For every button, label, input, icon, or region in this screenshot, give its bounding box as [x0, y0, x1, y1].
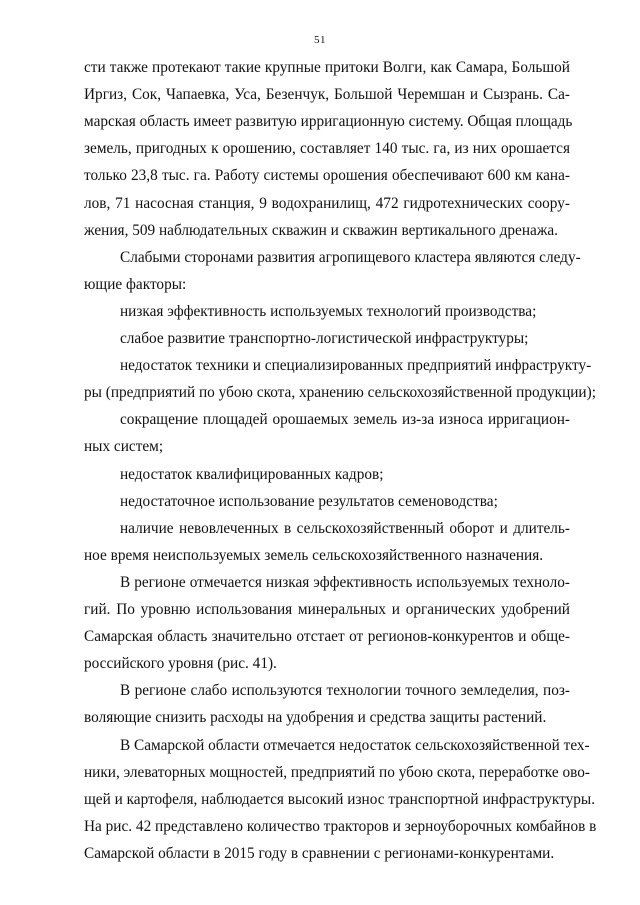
- text-line: гий. По уровню использования минеральных и органических удобрений: [84, 601, 570, 618]
- text-line: ных систем;: [84, 438, 164, 456]
- text-line: воляющие снизить расходы на удобрения и средства защиты растений.: [84, 709, 547, 727]
- text-line: ры (предприятий по убою скота, хранению сельскохозяйственной продукции);: [84, 384, 596, 402]
- text-line: Самарская область значительно отстает от регионов-конкурентов и обще-: [84, 628, 570, 646]
- text-line: Иргиз, Сок, Чапаевка, Уса, Безенчук, Большой Черемшан и Сызрань. Са-: [84, 86, 570, 104]
- text-line: слабое развитие транспортно-логистической инфраструктуры;: [120, 330, 529, 347]
- text-line: На рис. 42 представлено количество тракторов и зерноуборочных комбайнов в: [84, 817, 597, 835]
- text-line: В регионе слабо используются технологии точного земледелия, поз-: [120, 682, 570, 700]
- text-line: недостаток квалифицированных кадров;: [120, 465, 384, 483]
- text-line: российского уровня (рис. 41).: [84, 655, 277, 673]
- text-line: ное время неиспользуемых земель сельскохозяйственного назначения.: [84, 546, 544, 564]
- text-line: недостаток техники и специализированных предприятий инфраструкту-: [120, 357, 592, 375]
- text-line: В регионе отмечается низкая эффективность используемых техноло-: [120, 573, 570, 591]
- text-line: наличие невовлеченных в сельскохозяйственный оборот и длитель-: [120, 519, 570, 537]
- text-line: марская область имеет развитую ирригационную систему. Общая площадь: [84, 113, 573, 131]
- text-line: земель, пригодных к орошению, составляет 140 тыс. га, из них орошается: [84, 140, 570, 158]
- text-line: только 23,8 тыс. га. Работу системы орошения обеспечивают 600 км кана-: [84, 167, 570, 185]
- text-line: сти также протекают такие крупные притоки Волги, как Самара, Большой: [84, 59, 570, 76]
- text-line: ющие факторы:: [84, 275, 187, 293]
- page-number: 51: [314, 34, 326, 46]
- text-line: лов, 71 насосная станция, 9 водохранилищ, 472 гидротехнических соору-: [84, 194, 570, 212]
- text-line: ники, элеваторных мощностей, предприятий по убою скота, переработке ово-: [84, 763, 590, 781]
- text-line: недостаточное использование результатов семеноводства;: [120, 492, 498, 510]
- text-line: низкая эффективность используемых технологий производства;: [120, 302, 537, 320]
- text-line: сокращение площадей орошаемых земель из-за износа ирригацион-: [120, 411, 570, 429]
- text-line: Слабыми сторонами развития агропищевого кластера являются следу-: [120, 248, 581, 266]
- text-line: В Самарской области отмечается недостаток сельскохозяйственной тех-: [120, 736, 590, 754]
- text-line: щей и картофеля, наблюдается высокий износ транспортной инфраструктуры.: [84, 790, 596, 808]
- text-line: Самарской области в 2015 году в сравнении с регионами-конкурентами.: [84, 844, 555, 862]
- text-line: жения, 509 наблюдательных скважин и скважин вертикального дренажа.: [84, 221, 559, 239]
